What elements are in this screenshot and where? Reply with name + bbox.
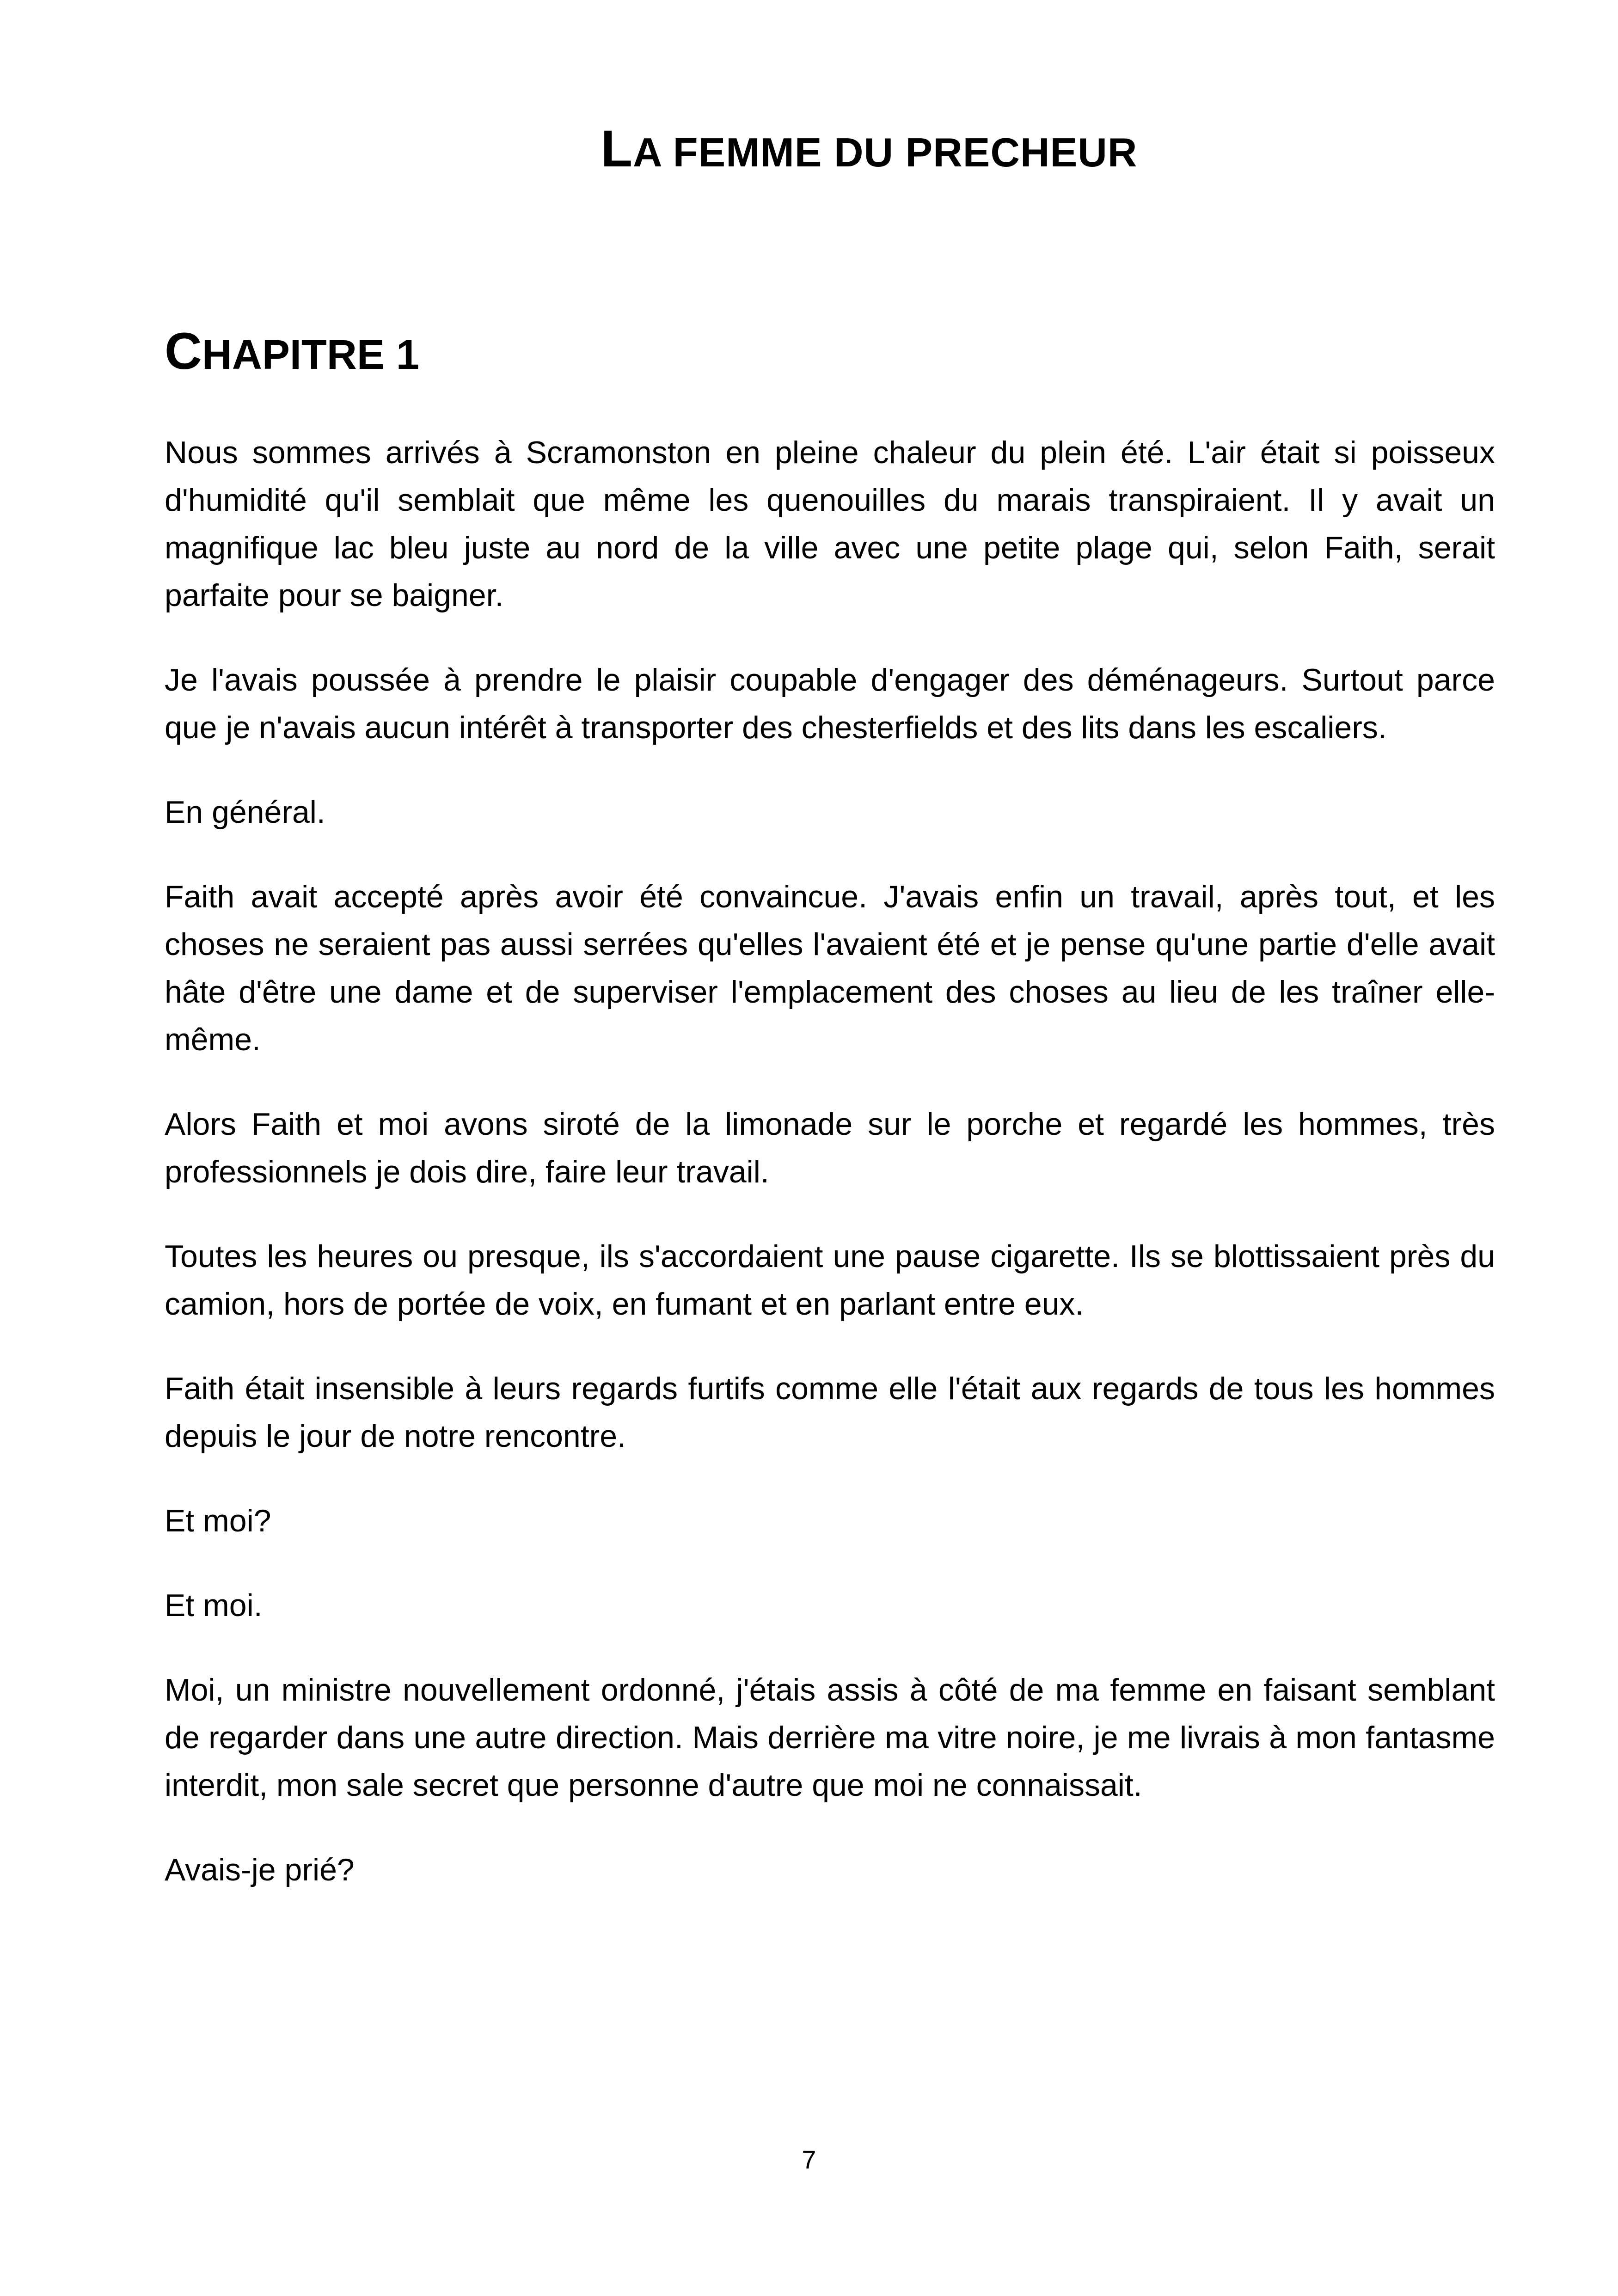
- book-title-rest: A FEMME DU PRECHEUR: [633, 129, 1138, 175]
- chapter-heading-initial: C: [165, 322, 202, 380]
- paragraph-4: Faith avait accepté après avoir été convaincue. J'avais enfin un travail, après tout, et les choses ne seraient pas aussi serrées qu'elles l'avaient été et je pense qu'une partie d'elle avait hâte d'être une dame et de superviser l'emplacement des choses au lieu de les traîner elle-même.: [165, 879, 1495, 1057]
- paragraph-8: Et moi?: [165, 1503, 271, 1538]
- chapter-heading-rest: HAPITRE 1: [202, 332, 419, 378]
- page-number: 7: [802, 2145, 816, 2174]
- book-title: [0, 121, 1618, 180]
- paragraph-3: En général.: [165, 795, 325, 830]
- paragraph-2: Je l'avais poussée à prendre le plaisir coupable d'engager des déménageurs. Surtout parce que je n'avais aucun intérêt à transporter des chesterfields et des lits dans les escaliers.: [165, 662, 1495, 745]
- paragraph-5: Alors Faith et moi avons siroté de la limonade sur le porche et regardé les hommes, très professionnels je dois dire, faire leur travail.: [165, 1107, 1495, 1189]
- chapter-body: [165, 429, 1495, 1931]
- paragraph-11: Avais-je prié?: [165, 1852, 355, 1887]
- chapter-heading: [165, 324, 419, 383]
- book-title-initial: L: [601, 120, 633, 178]
- paragraph-10: Moi, un ministre nouvellement ordonné, j'étais assis à côté de ma femme en faisant semblant de regarder dans une autre direction. Mais derrière ma vitre noire, je me livrais à mon fantasme interdit, mon sale secret que personne d'autre que moi ne connaissait.: [165, 1672, 1495, 1803]
- paragraph-1: Nous sommes arrivés à Scramonston en pleine chaleur du plein été. L'air était si poisseux d'humidité qu'il semblait que même les quenouilles du marais transpiraient. Il y avait un magnifique lac bleu juste au nord de la ville avec une petite plage qui, selon Faith, serait parfaite pour se baigner.: [165, 435, 1495, 613]
- paragraph-7: Faith était insensible à leurs regards furtifs comme elle l'était aux regards de tous les hommes depuis le jour de notre rencontre.: [165, 1371, 1495, 1454]
- paragraph-6: Toutes les heures ou presque, ils s'accordaient une pause cigarette. Ils se blottissaient près du camion, hors de portée de voix, en fumant et en parlant entre eux.: [165, 1239, 1495, 1322]
- paragraph-9: Et moi.: [165, 1588, 263, 1623]
